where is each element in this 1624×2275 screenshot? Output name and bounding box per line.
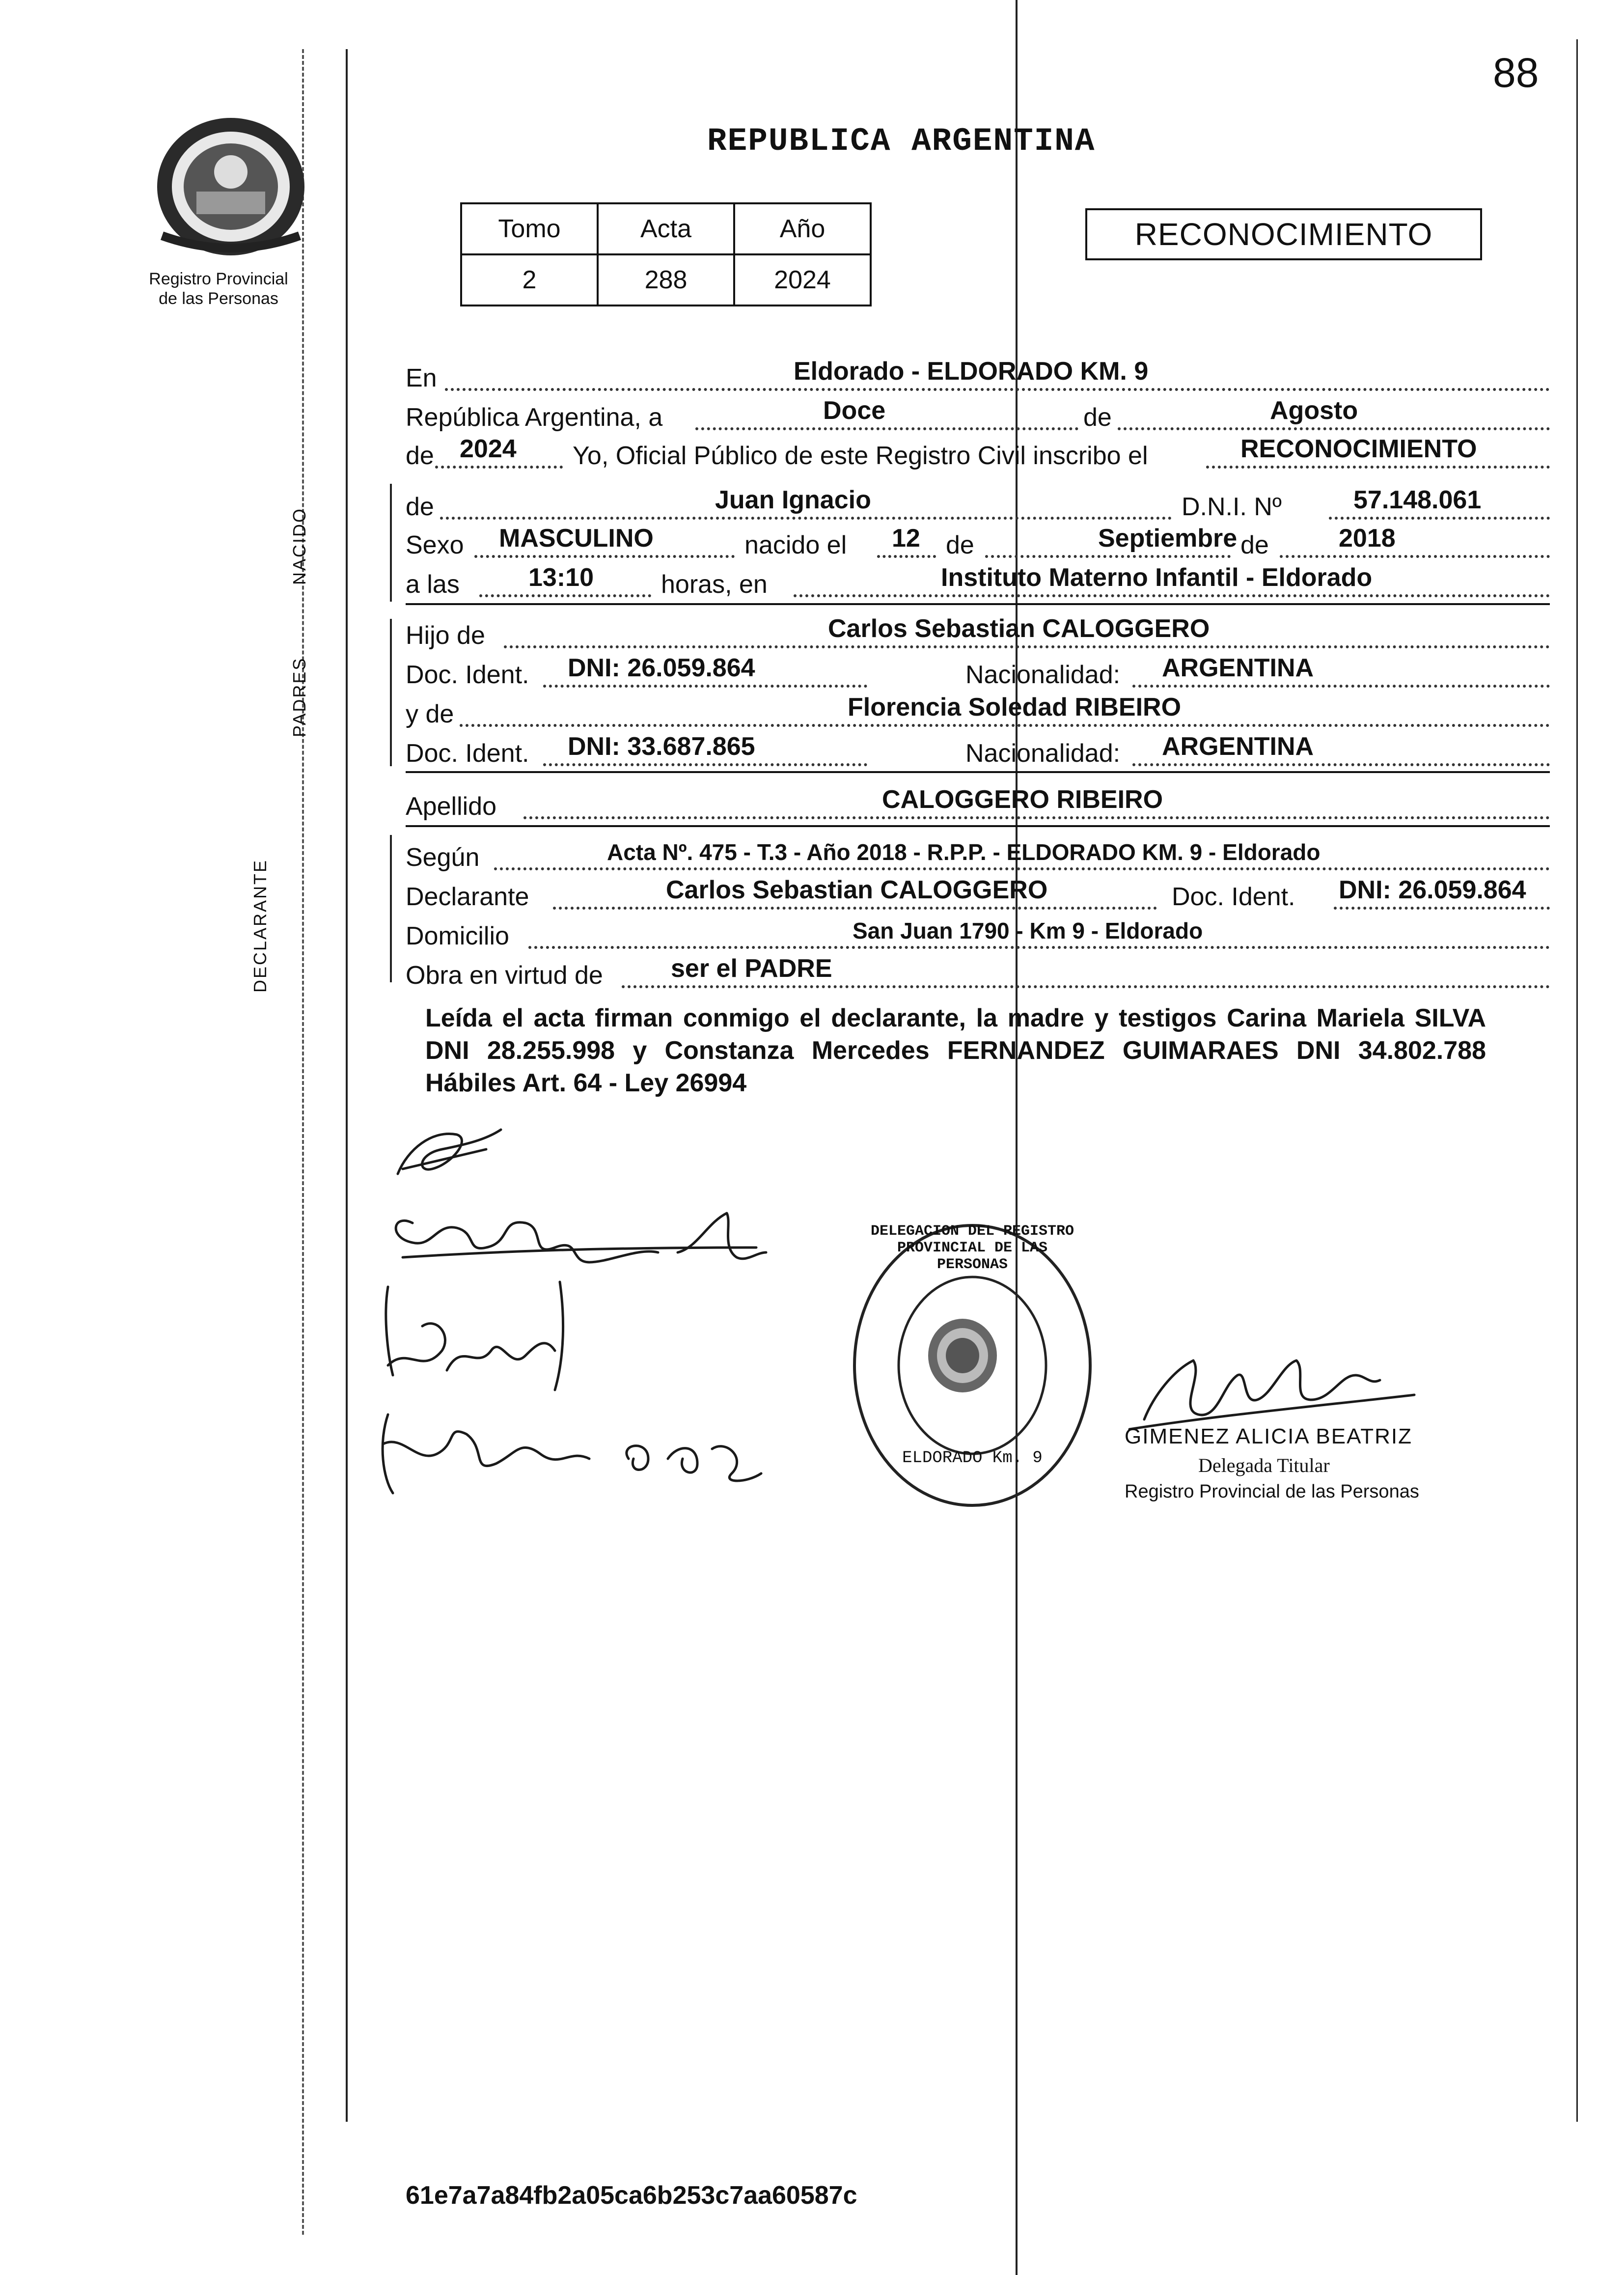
registry-caption	[130, 269, 307, 308]
value-surname: CALOGGERO RIBEIRO	[882, 785, 1163, 814]
left-dashed-edge	[302, 49, 304, 2235]
document-hash: 61e7a7a84fb2a05ca6b253c7aa60587c	[406, 2181, 857, 2210]
value-birth-day: 12	[892, 524, 920, 553]
dotted-line	[1334, 907, 1550, 910]
dotted-line	[1329, 517, 1550, 520]
handwritten-signature-witness2	[373, 1405, 776, 1503]
row-child-name	[406, 487, 1550, 522]
dotted-line	[543, 685, 867, 688]
dotted-line	[1280, 555, 1550, 558]
handwritten-signature-witness1	[378, 1267, 584, 1395]
value-birth-place: Instituto Materno Infantil - Eldorado	[941, 563, 1373, 592]
registry-line1: Registro Provincial	[149, 270, 288, 288]
row-year	[406, 436, 1550, 471]
value-obra: ser el PADRE	[671, 954, 832, 983]
value-birth-year: 2018	[1339, 524, 1396, 553]
dotted-line	[543, 763, 867, 766]
section-declarante: DECLARANTE	[250, 859, 270, 993]
label-sexo: Sexo	[406, 531, 464, 559]
value-day: Doce	[823, 396, 886, 425]
label-segun: Según	[406, 843, 480, 872]
dotted-line	[528, 946, 1550, 949]
delegate-name: GIMENEZ ALICIA BEATRIZ	[1125, 1424, 1412, 1448]
value-month: Agosto	[1270, 396, 1358, 425]
value-father-nat: ARGENTINA	[1162, 654, 1314, 682]
book-table-value: 288	[598, 254, 734, 305]
dotted-line	[553, 907, 1157, 910]
dotted-line	[523, 816, 1550, 819]
label-republica: República Argentina, a	[406, 403, 663, 432]
registry-line2: de las Personas	[159, 289, 278, 308]
dotted-line	[494, 867, 1550, 870]
label-obra: Obra en virtud de	[406, 961, 603, 990]
dotted-line	[695, 427, 1078, 430]
label-de: de	[1240, 531, 1269, 559]
stamp-ring-text: DELEGACION DEL REGISTRO PROVINCIAL DE LAS PERSONAS	[870, 1223, 1074, 1273]
handwritten-signature-declarant	[383, 1193, 776, 1272]
value-mother-doc: DNI: 33.687.865	[568, 732, 755, 761]
row-obra	[406, 956, 1550, 990]
dotted-line	[504, 645, 1550, 648]
label-de: de	[1083, 403, 1112, 432]
value-declarant: Carlos Sebastian CALOGGERO	[666, 876, 1048, 904]
label-de: de	[406, 493, 434, 521]
label-nacionalidad: Nacionalidad:	[965, 739, 1121, 768]
dotted-line	[435, 466, 563, 469]
row-mother	[406, 694, 1550, 729]
value-inscription: RECONOCIMIENTO	[1240, 435, 1477, 463]
book-table-value: 2024	[734, 254, 871, 305]
dotted-line	[440, 517, 1172, 520]
value-year: 2024	[460, 435, 517, 463]
act-type-box: RECONOCIMIENTO	[1085, 208, 1482, 260]
fold-line	[1016, 0, 1018, 2275]
value-place: Eldorado - ELDORADO KM. 9	[794, 357, 1149, 386]
label-de: de	[946, 531, 974, 559]
section-padres: PADRES	[289, 657, 309, 737]
country-title: REPUBLICA ARGENTINA	[707, 123, 1096, 160]
rule-after-nacido	[406, 603, 1550, 605]
label-y-de: y de	[406, 700, 454, 728]
dotted-line	[1132, 685, 1550, 688]
dotted-line	[445, 388, 1550, 391]
label-de: de	[406, 442, 434, 470]
dotted-line	[474, 555, 735, 558]
label-nacionalidad: Nacionalidad:	[965, 661, 1121, 689]
label-dni: D.N.I. Nº	[1182, 493, 1282, 521]
book-table-value-row	[461, 254, 871, 305]
value-child-dni: 57.148.061	[1353, 486, 1482, 514]
dotted-line	[1206, 466, 1550, 469]
label-a-las: a las	[406, 570, 460, 599]
row-surname	[406, 787, 1550, 821]
handwritten-signature-delegate	[1125, 1346, 1419, 1434]
book-table-header: Año	[734, 203, 871, 254]
value-birth-month: Septiembre	[1098, 524, 1238, 553]
label-domicilio: Domicilio	[406, 922, 509, 950]
label-doc: Doc. Ident.	[1172, 883, 1295, 911]
label-official: Yo, Oficial Público de este Registro Civil inscribo el	[573, 442, 1148, 470]
row-declarant	[406, 877, 1550, 912]
row-sex-birth	[406, 526, 1550, 560]
label-doc: Doc. Ident.	[406, 661, 529, 689]
registry-stamp	[845, 1218, 1100, 1513]
value-mother: Florencia Soledad RIBEIRO	[848, 693, 1182, 721]
label-horas: horas, en	[661, 570, 768, 599]
value-mother-nat: ARGENTINA	[1162, 732, 1314, 761]
section-bar-padres	[390, 619, 392, 766]
section-bar-declarante	[390, 835, 392, 982]
label-en: En	[406, 364, 437, 392]
book-table-header: Tomo	[461, 203, 598, 254]
label-declarante: Declarante	[406, 883, 529, 911]
value-child-name: Juan Ignacio	[715, 486, 871, 514]
row-father	[406, 616, 1550, 650]
rule-after-apellido	[406, 825, 1550, 827]
label-nacido: nacido el	[744, 531, 847, 559]
left-margin-line	[346, 49, 348, 2122]
book-table	[460, 202, 872, 306]
label-doc: Doc. Ident.	[406, 739, 529, 768]
dotted-line	[1132, 763, 1550, 766]
province-logo	[142, 113, 319, 260]
handwritten-signature-official	[388, 1120, 516, 1184]
delegate-role: Delegada Titular	[1198, 1454, 1330, 1476]
right-margin-line	[1576, 39, 1578, 2122]
row-domicilio	[406, 916, 1550, 951]
delegate-office: Registro Provincial de las Personas	[1125, 1481, 1419, 1502]
row-mother-doc	[406, 734, 1550, 768]
row-father-doc	[406, 655, 1550, 690]
dotted-line	[622, 985, 1550, 988]
dotted-line	[460, 724, 1550, 727]
row-place	[406, 359, 1550, 393]
dotted-line	[985, 555, 1231, 558]
book-table-header: Acta	[598, 203, 734, 254]
label-apellido: Apellido	[406, 792, 497, 821]
dotted-line	[877, 555, 936, 558]
row-birth-time	[406, 565, 1550, 599]
stamp-inner-text: ELDORADO Km. 9	[902, 1449, 1043, 1468]
dotted-line	[1118, 427, 1550, 430]
section-bar-nacido	[390, 484, 392, 602]
book-table-header-row	[461, 203, 871, 254]
value-birth-time: 13:10	[528, 563, 594, 592]
value-sexo: MASCULINO	[499, 524, 654, 553]
value-domicilio: San Juan 1790 - Km 9 - Eldorado	[853, 918, 1203, 943]
row-segun	[406, 838, 1550, 872]
dotted-line	[794, 594, 1550, 597]
book-table-value: 2	[461, 254, 598, 305]
row-date	[406, 398, 1550, 432]
value-declarant-doc: DNI: 26.059.864	[1339, 876, 1526, 904]
value-father: Carlos Sebastian CALOGGERO	[828, 614, 1210, 643]
dotted-line	[479, 594, 651, 597]
page-number: 88	[1493, 50, 1539, 96]
value-father-doc: DNI: 26.059.864	[568, 654, 755, 682]
section-nacido: NACIDO	[289, 507, 309, 585]
closing-paragraph: Leída el acta firman conmigo el declarante, la madre y testigos Carina Mariela SILVA DNI 28.255.998 y Constanza Mercedes FERNANDEZ GUIMARAES DNI 34.802.788 Hábiles Art. 64 - Ley 26994	[425, 1004, 1486, 1097]
value-segun: Acta Nº. 475 - T.3 - Año 2018 - R.P.P. - ELDORADO KM. 9 - Eldorado	[607, 839, 1321, 865]
label-hijo-de: Hijo de	[406, 621, 485, 650]
rule-after-padres	[406, 771, 1550, 773]
